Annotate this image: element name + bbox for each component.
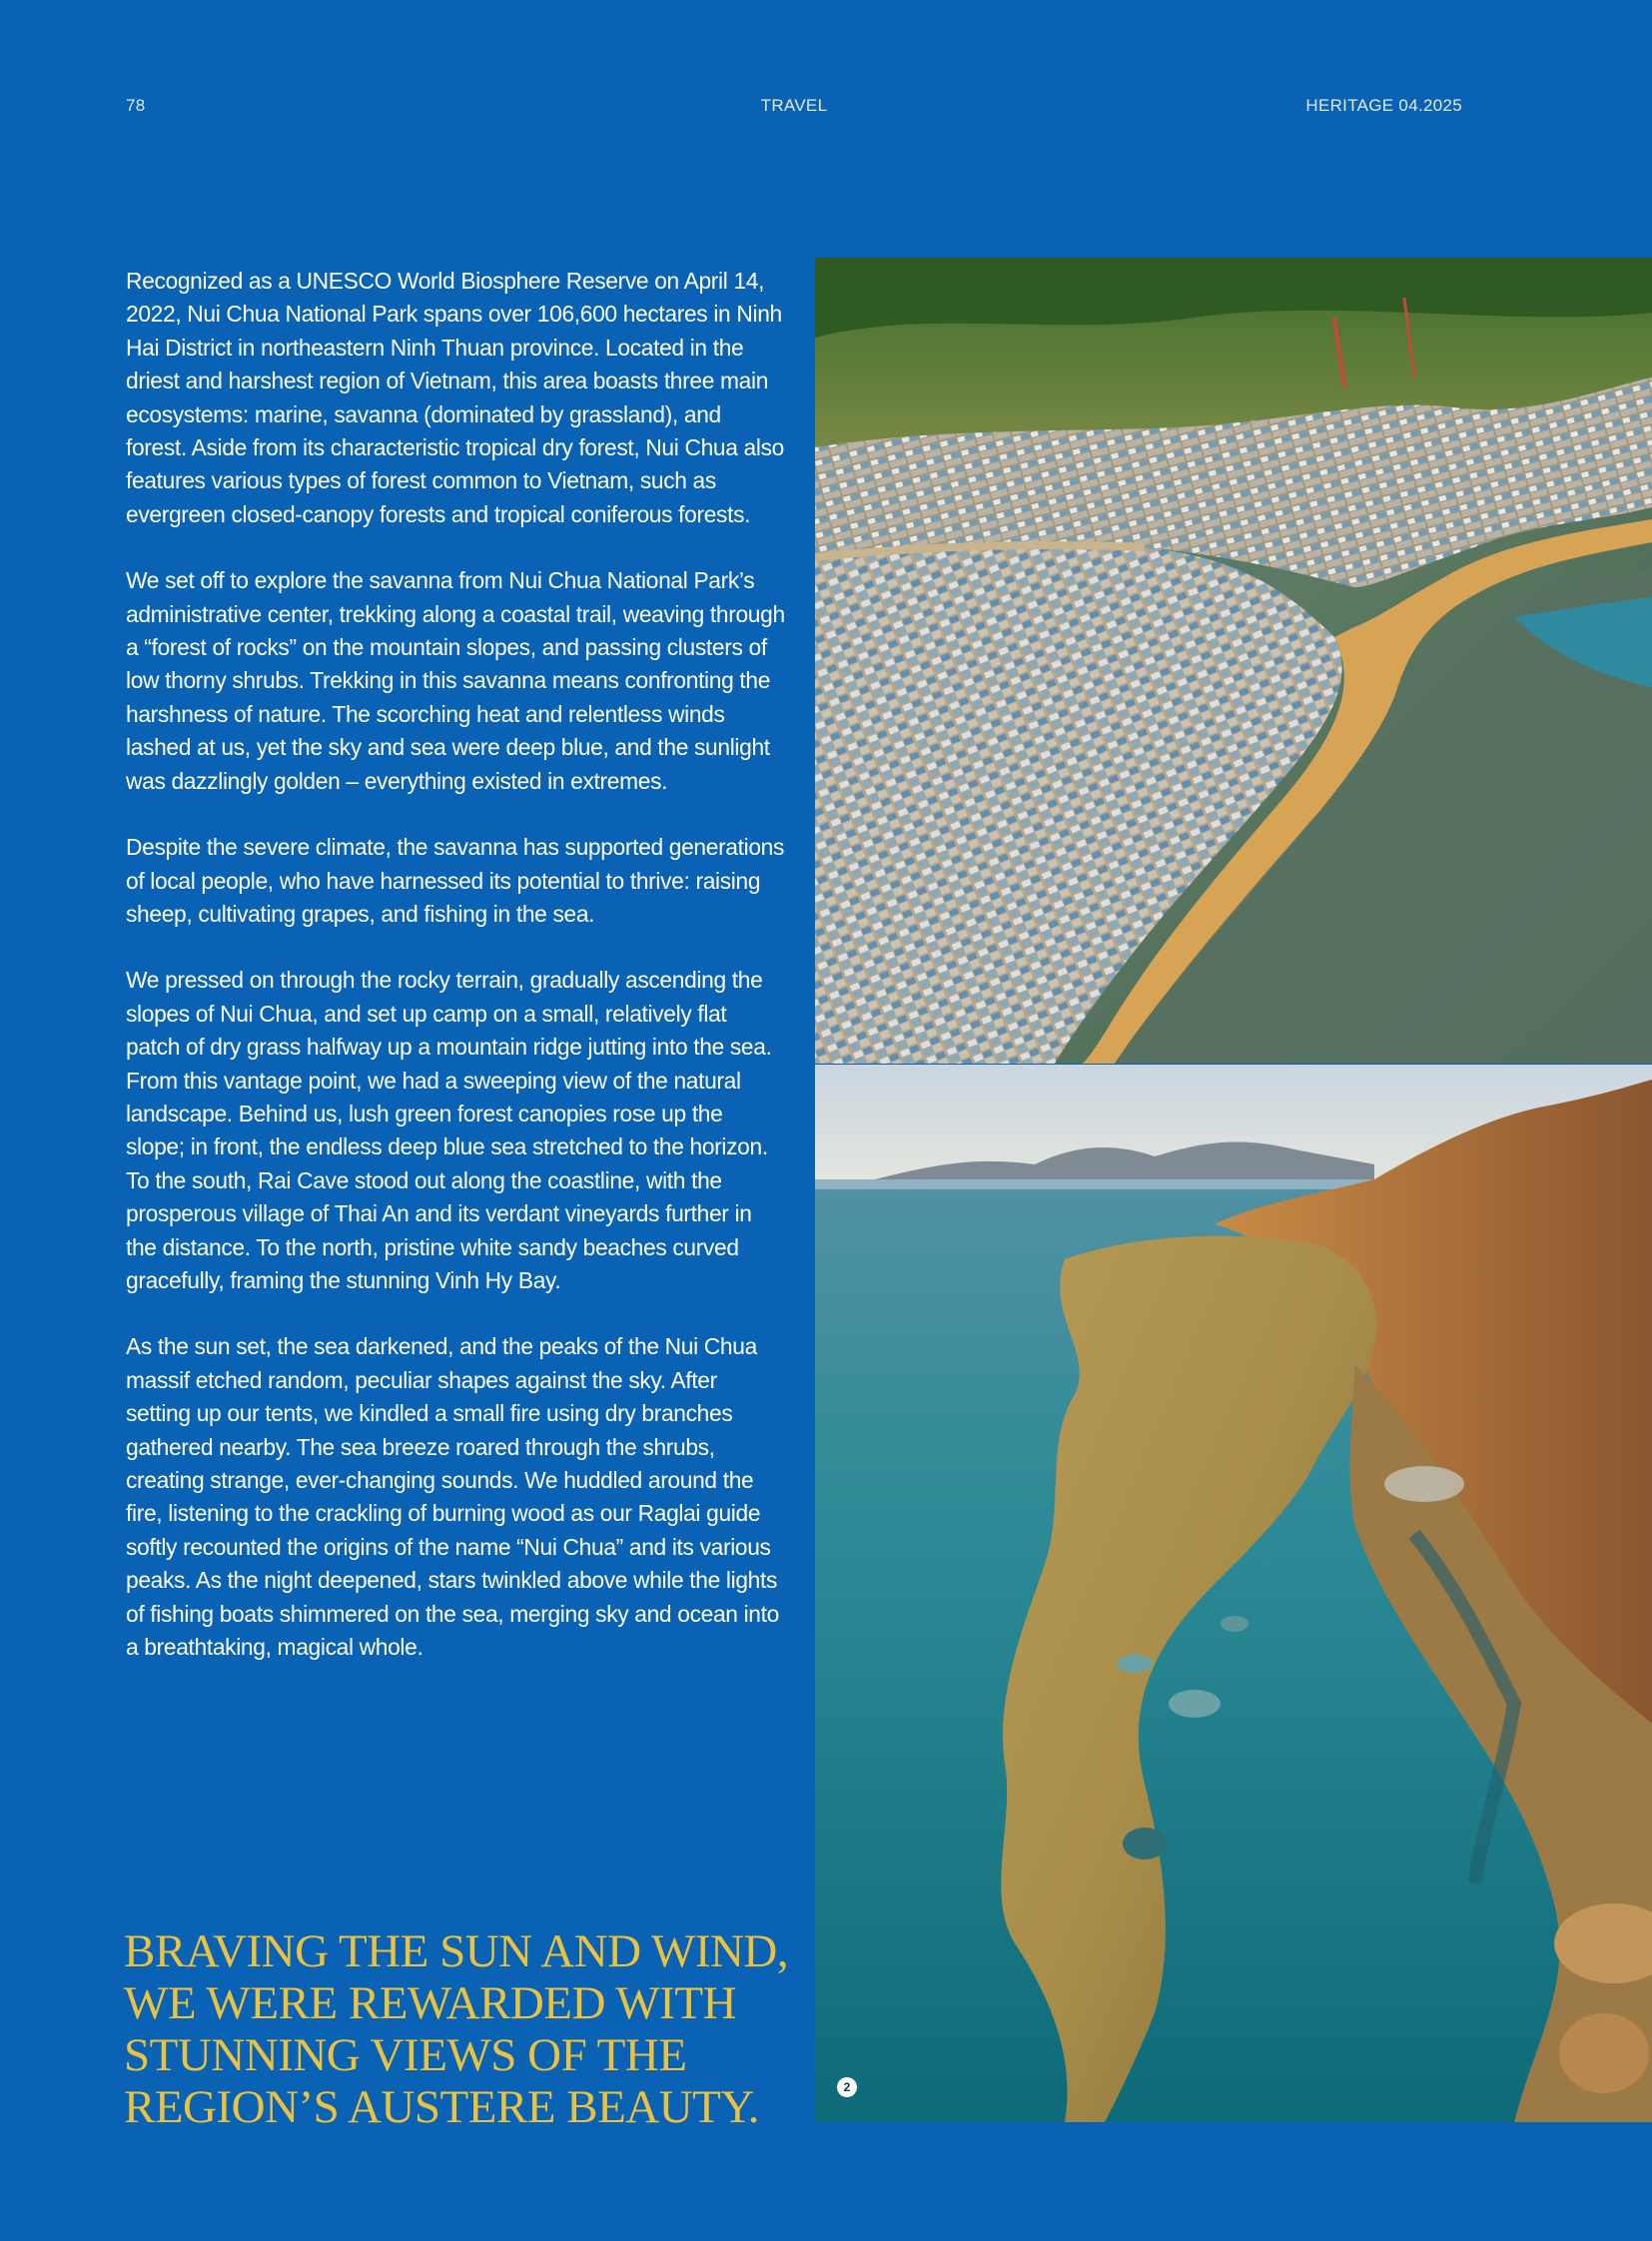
paragraph: Despite the severe climate, the savanna has supported generations of local people, who have harnessed its potential to thrive: raising sheep, cultivating grapes, and fishing in the sea. (126, 834, 785, 927)
issue-label: HERITAGE 04.2025 (1305, 96, 1462, 115)
pull-quote: BRAVING THE SUN AND WIND, WE WERE REWARDED WITH STUNNING VIEWS OF THE REGION’S AUSTERE BEAUTY. (124, 1925, 789, 2133)
paragraph: Recognized as a UNESCO World Biosphere Reserve on April 14, 2022, Nui Chua National Park spans over 106,600 hectares in Ninh Hai District in northeastern Ninh Thuan province. Located in the driest and harshest region of Vietnam, this area boasts three main ecosystems: marine, savanna (dominated by grassland), and forest. Aside from its characteristic tropical dry forest, Nui Chua also features various types of forest common to Vietnam, such as evergreen closed-canopy forests and tropical coniferous forests. (126, 268, 784, 527)
page-number: 78 (126, 96, 146, 115)
article-body (126, 265, 785, 1697)
photo-number-badge: 2 (837, 2077, 857, 2097)
rocky-coastline-photo (815, 1065, 1652, 2122)
paragraph: As the sun set, the sea darkened, and the peaks of the Nui Chua massif etched random, peculiar shapes against the sky. After setting up our tents, we kindled a small fire using dry branches gathered nearby. The sea breeze roared through the shrubs, creating strange, ever-changing sounds. We huddled around the fire, listening to the crackling of burning wood as our Raglai guide softly recounted the origins of the name “Nui Chua” and its various peaks. As the night deepened, stars twinkled above while the lights of fishing boats shimmered on the sea, merging sky and ocean into a breathtaking, magical whole. (126, 1333, 779, 1661)
paragraph: We pressed on through the rocky terrain, gradually ascending the slopes of Nui Chua, and set up camp on a small, relatively flat patch of dry grass halfway up a mountain ridge jutting into the sea. From this vantage point, we had a sweeping view of the natural landscape. Behind us, lush green forest canopies rose up the slope; in front, the endless deep blue sea stretched to the horizon. To the south, Rai Cave stood out along the coastline, with the prosperous village of Thai An and its verdant vineyards further in the distance. To the north, pristine white sandy beaches curved gracefully, framing the stunning Vinh Hy Bay. (126, 967, 772, 1293)
section-label: TRAVEL (760, 96, 828, 115)
aerial-village-photo (815, 258, 1652, 1064)
paragraph: We set off to explore the savanna from Nui Chua National Park’s administrative center, trekking along a coastal trail, weaving through a “forest of rocks” on the mountain slopes, and passing clusters of low thorny shrubs. Trekking in this savanna means confronting the harshness of nature. The scorching heat and relentless winds lashed at us, yet the sky and sea were deep blue, and the sunlight was dazzlingly golden – everything existed in extremes. (126, 567, 785, 794)
